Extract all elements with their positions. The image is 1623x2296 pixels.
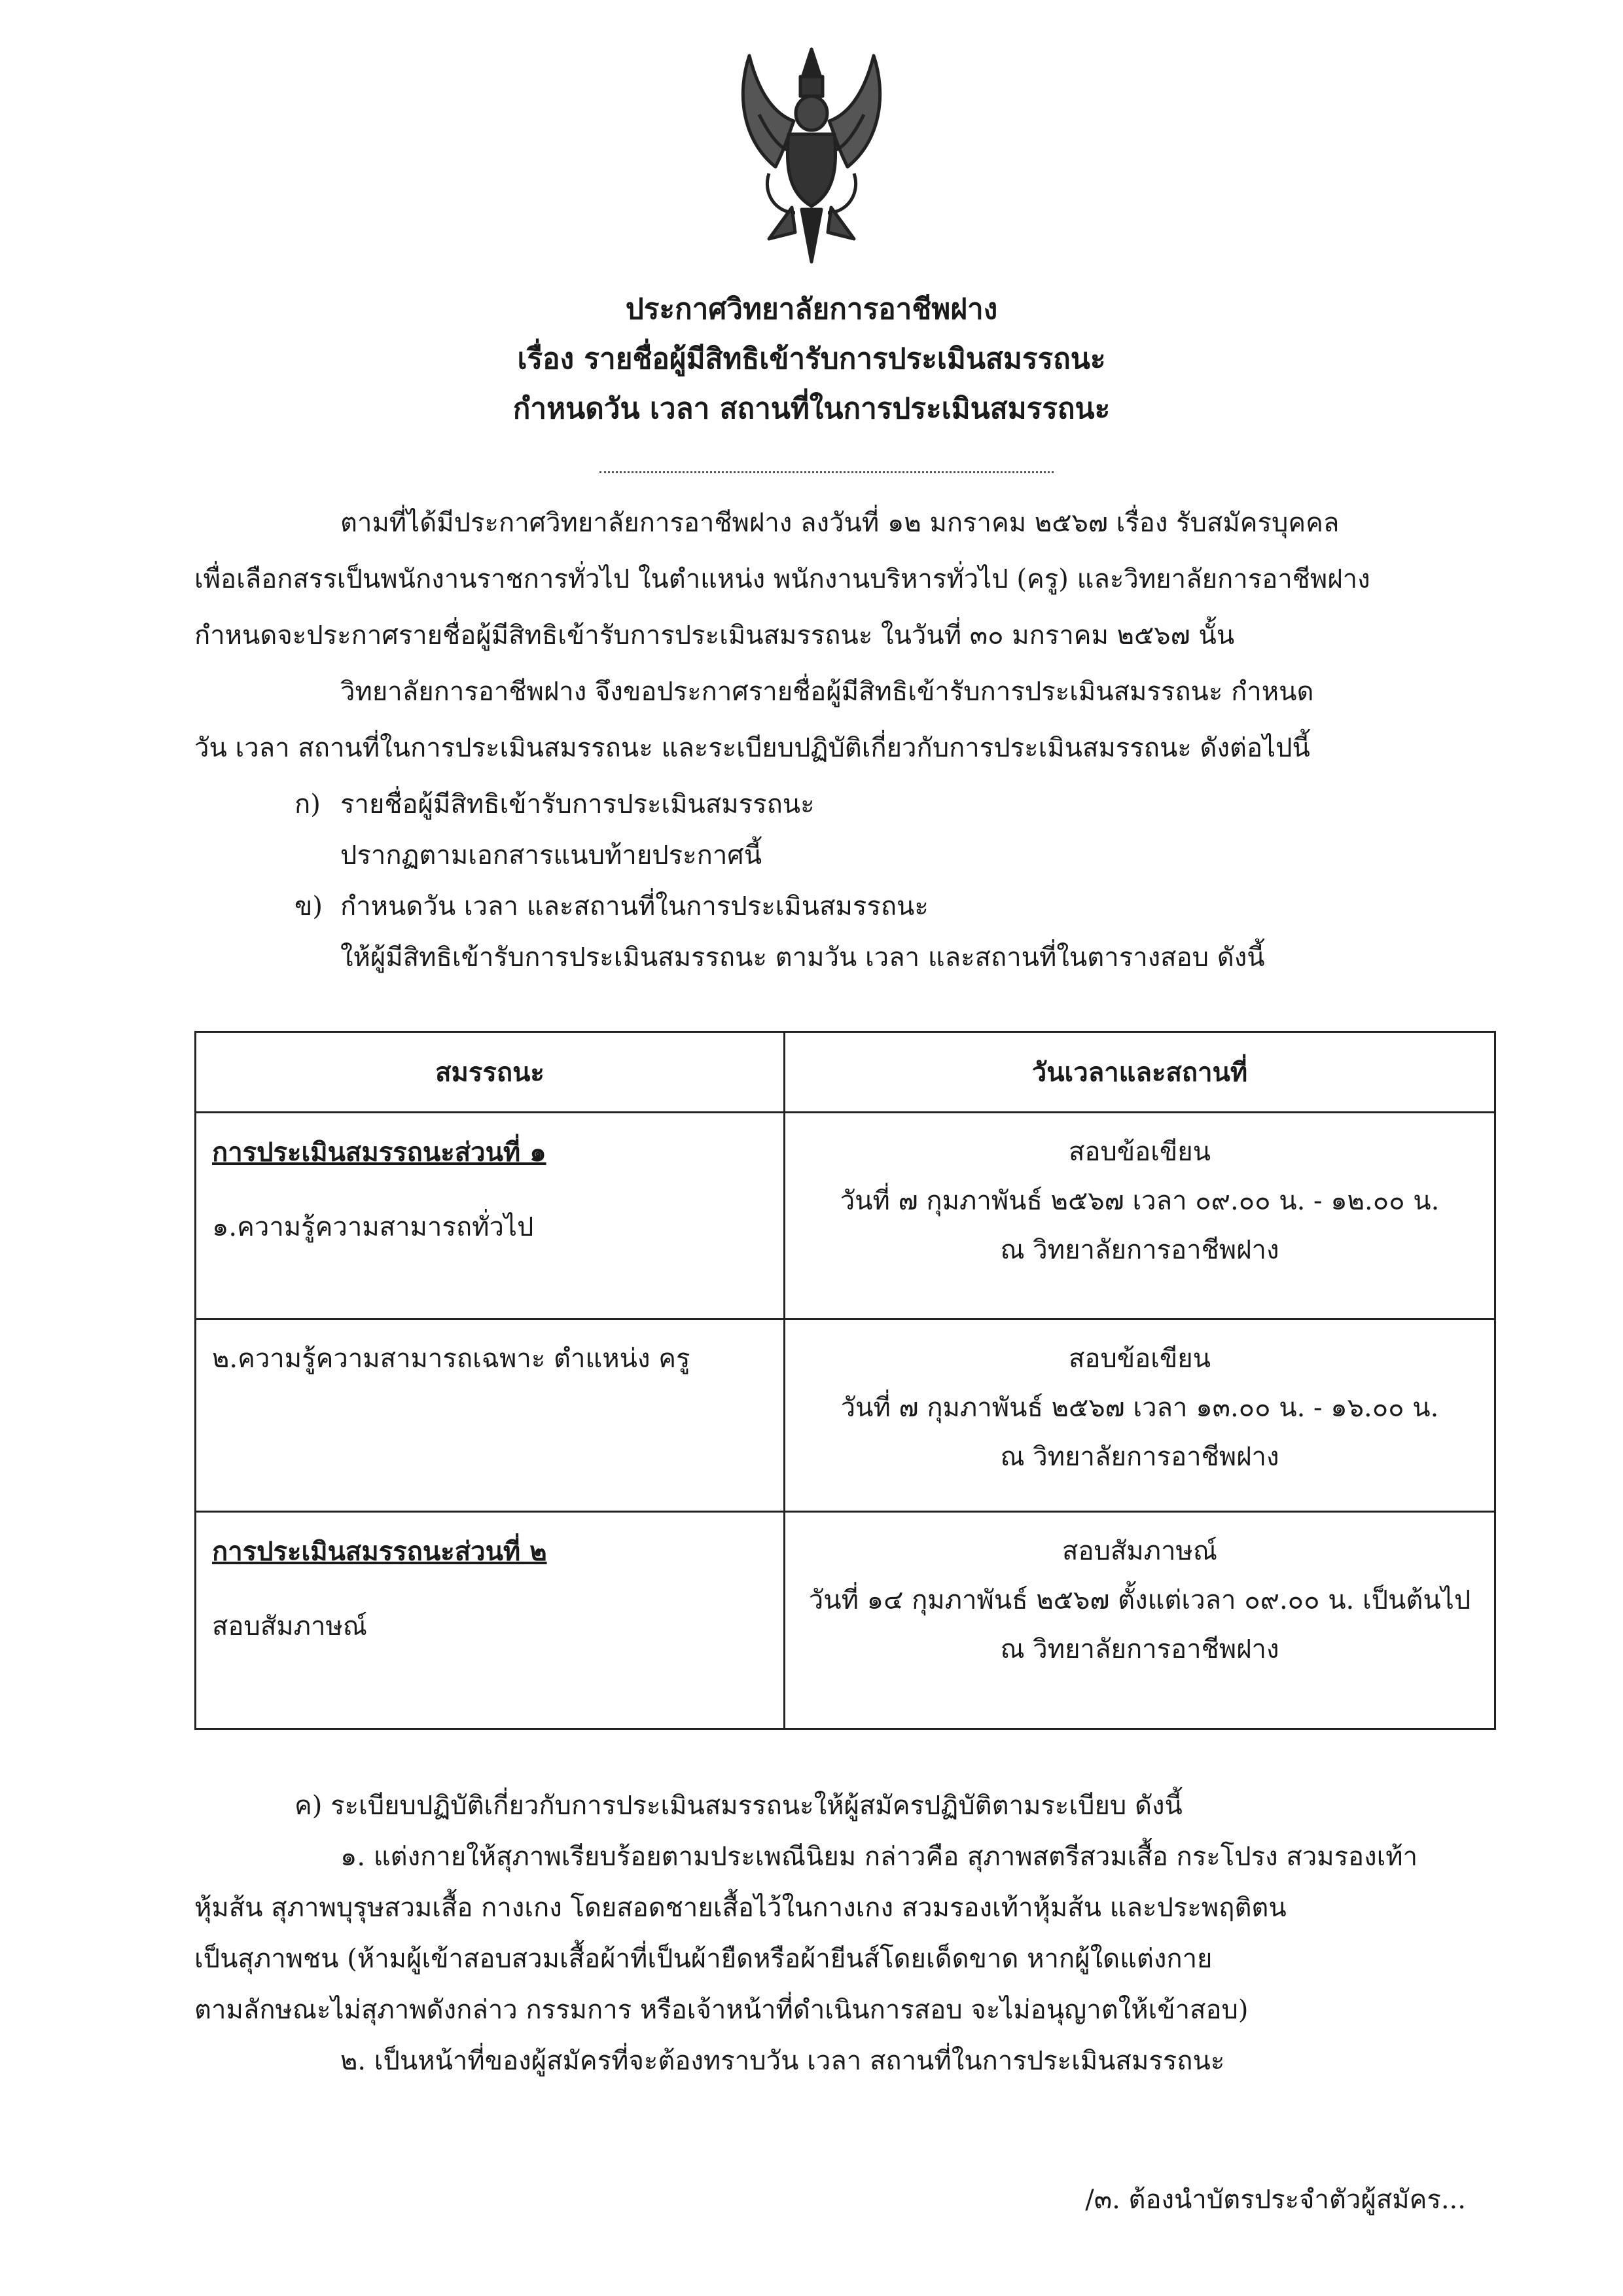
list-marker-a: ก) <box>294 789 321 819</box>
table-row <box>196 1319 1495 1512</box>
competency-cell <box>196 1319 785 1512</box>
datetime-place-cell <box>785 1512 1495 1729</box>
column-header-datetime-place: วันเวลาและสถานที่ <box>785 1032 1495 1113</box>
announcement-subject: เรื่อง รายชื่อผู้มีสิทธิเข้ารับการประเมินสมรรถนะ <box>517 342 1106 376</box>
announce-paragraph-line: วิทยาลัยการอาชีพฝาง จึงขอประกาศรายชื่อผู้มีสิทธิเข้ารับการประเมินสมรรถนะ กำหนด <box>340 677 1314 707</box>
list-item-a-detail: ปรากฏตามเอกสารแนบท้ายประกาศนี้ <box>340 840 762 870</box>
list-item-b: กำหนดวัน เวลา และสถานที่ในการประเมินสมรรถนะ <box>340 891 929 922</box>
rule-1-line: ๑. แต่งกายให้สุภาพเรียบร้อยตามประเพณีนิยม กล่าวคือ สุภาพสตรีสวมเสื้อ กระโปรง สวมรองเท้า <box>340 1842 1418 1872</box>
rule-1-line: หุ้มส้น สุภาพบุรุษสวมเสื้อ กางเกง โดยสอดชายเสื้อไว้ในกางเกง สวมรองเท้าหุ้มส้น และประพฤติตน <box>194 1893 1287 1923</box>
column-header-competency: สมรรถนะ <box>196 1032 785 1113</box>
list-item-b-detail: ให้ผู้มีสิทธิเข้ารับการประเมินสมรรถนะ ตามวัน เวลา และสถานที่ในตารางสอบ ดังนี้ <box>340 942 1265 973</box>
rule-1-line: ตามลักษณะไม่สุภาพดังกล่าว กรรมการ หรือเจ้าหน้าที่ดำเนินการสอบ จะไม่อนุญาตให้เข้าสอบ) <box>194 1995 1249 2025</box>
rules-heading: ค) ระเบียบปฏิบัติเกี่ยวกับการประเมินสมรรถนะให้ผู้สมัครปฏิบัติตามระเบียบ ดังนี้ <box>294 1791 1183 1821</box>
rule-2: ๒. เป็นหน้าที่ของผู้สมัครที่จะต้องทราบวัน เวลา สถานที่ในการประเมินสมรรถนะ <box>340 2046 1225 2076</box>
exam-datetime: วันที่ ๑๔ กุมภาพันธ์ ๒๕๖๗ ตั้งแต่เวลา ๐๙.๐๐ น. เป็นต้นไป <box>808 1585 1471 1615</box>
table-row <box>196 1113 1495 1319</box>
part-title: การประเมินสมรรถนะส่วนที่ ๑ <box>212 1137 546 1168</box>
exam-place: ณ วิทยาลัยการอาชีพฝาง <box>1000 1442 1279 1472</box>
exam-type: สอบสัมภาษณ์ <box>1062 1536 1217 1566</box>
continuation-note: /๓. ต้องนำบัตรประจำตัวผู้สมัคร... <box>1085 2185 1466 2215</box>
table-row <box>196 1512 1495 1729</box>
announcement-schedule-title: กำหนดวัน เวลา สถานที่ในการประเมินสมรรถนะ <box>512 392 1111 425</box>
intro-paragraph-line: เพื่อเลือกสรรเป็นพนักงานราชการทั่วไป ในตำแหน่ง พนักงานบริหารทั่วไป (ครู) และวิทยาลัยการอาชีพฝาง <box>194 564 1370 594</box>
rule-1-line: เป็นสุภาพชน (ห้ามผู้เข้าสอบสวมเสื้อผ้าที่เป็นผ้ายืดหรือผ้ายีนส์โดยเด็ดขาด หากผู้ใดแต่งกาย <box>194 1944 1213 1974</box>
garuda-emblem-icon <box>723 36 900 272</box>
schedule-table <box>194 1031 1496 1730</box>
list-marker-b: ข) <box>294 891 323 922</box>
exam-datetime: วันที่ ๗ กุมภาพันธ์ ๒๕๖๗ เวลา ๑๓.๐๐ น. - ๑๖.๐๐ น. <box>840 1393 1439 1423</box>
announce-paragraph-line: วัน เวลา สถานที่ในการประเมินสมรรถนะ และระเบียบปฏิบัติเกี่ยวกับการประเมินสมรรถนะ ดังต่อไปนี้ <box>194 733 1310 763</box>
intro-paragraph-line: กำหนดจะประกาศรายชื่อผู้มีสิทธิเข้ารับการประเมินสมรรถนะ ในวันที่ ๓๐ มกราคม ๒๕๖๗ นั้น <box>194 620 1235 651</box>
intro-paragraph-line: ตามที่ได้มีประกาศวิทยาลัยการอาชีพฝาง ลงวันที่ ๑๒ มกราคม ๒๕๖๗ เรื่อง รับสมัครบุคคล <box>340 508 1340 538</box>
exam-place: ณ วิทยาลัยการอาชีพฝาง <box>1000 1634 1279 1664</box>
competency-cell <box>196 1512 785 1729</box>
exam-place: ณ วิทยาลัยการอาชีพฝาง <box>1000 1235 1279 1265</box>
table-header-row <box>196 1032 1495 1113</box>
announcement-title: ประกาศวิทยาลัยการอาชีพฝาง <box>625 293 998 326</box>
datetime-place-cell <box>785 1113 1495 1319</box>
exam-type: สอบข้อเขียน <box>1069 1344 1211 1374</box>
part-title: การประเมินสมรรถนะส่วนที่ ๒ <box>212 1536 547 1567</box>
competency-item: ๒.ความรู้ความสามารถเฉพาะ ตำแหน่ง ครู <box>212 1344 690 1374</box>
exam-type: สอบข้อเขียน <box>1069 1137 1211 1167</box>
competency-item: สอบสัมภาษณ์ <box>212 1611 367 1641</box>
title-separator <box>599 471 1054 473</box>
datetime-place-cell <box>785 1319 1495 1512</box>
exam-datetime: วันที่ ๗ กุมภาพันธ์ ๒๕๖๗ เวลา ๐๙.๐๐ น. - ๑๒.๐๐ น. <box>840 1186 1440 1216</box>
competency-cell <box>196 1113 785 1319</box>
competency-item: ๑.ความรู้ความสามารถทั่วไป <box>212 1212 534 1242</box>
list-item-a: รายชื่อผู้มีสิทธิเข้ารับการประเมินสมรรถนะ <box>340 789 815 819</box>
